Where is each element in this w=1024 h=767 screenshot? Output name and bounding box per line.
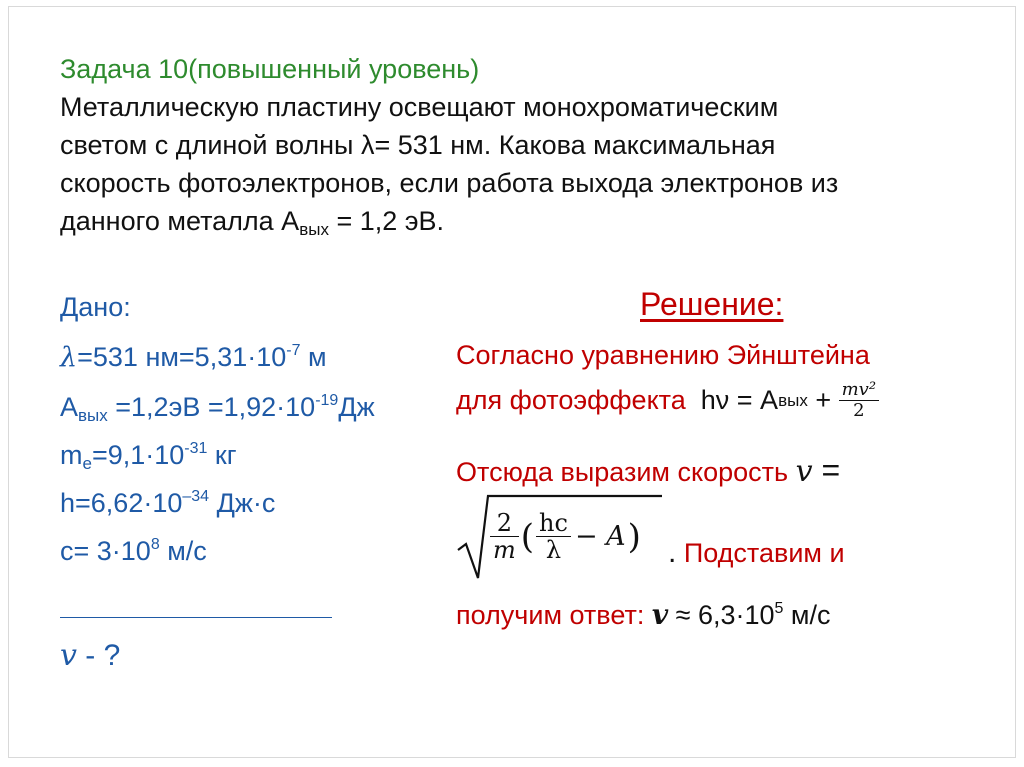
task-statement: [60, 50, 960, 240]
formula-plus: +: [807, 385, 839, 415]
solution-line-5: [456, 598, 831, 631]
task-line-1: Металлическую пластину освещают монохроматическим: [60, 92, 779, 122]
light-value: с= 3·10: [60, 536, 151, 566]
solution-line-2: для фотоэффекта hν = А вых + $\frac{\text{mv²}}{2}$: [456, 380, 879, 421]
given-unknown: [60, 638, 120, 673]
mass-unit: кг: [207, 440, 237, 470]
given-electron-mass: [60, 440, 237, 471]
light-exponent: 8: [150, 536, 160, 553]
work-exponent: -19: [315, 392, 339, 409]
given-heading: Дано:: [60, 292, 131, 322]
sqrt-expression: [456, 492, 676, 582]
task-line-3: скорость фотоэлектронов, если работа выхода электронов из: [60, 168, 839, 198]
task-line-4-suffix: = 1,2 эВ.: [328, 206, 445, 236]
answer-label: получим ответ:: [456, 600, 645, 630]
velocity-symbol: v: [795, 454, 813, 489]
minus-a-term: − A: [574, 521, 626, 552]
unknown-symbol: v: [60, 638, 77, 673]
fraction-numerator: mv²: [839, 380, 879, 401]
planck-exponent: –34: [182, 488, 210, 505]
given-planck: [60, 488, 275, 519]
answer-exponent: 5: [774, 600, 784, 617]
lambda-exponent: -7: [286, 342, 301, 359]
work-unit: Дж: [338, 392, 375, 422]
mass-symbol: m: [60, 440, 83, 470]
formula-left: hν = А: [685, 385, 779, 415]
solution-heading: Решение:: [640, 286, 784, 322]
given-wavelength: [60, 342, 327, 373]
solution-line-1: Согласно уравнению Эйнштейна: [456, 340, 870, 370]
kinetic-energy-fraction: [839, 380, 879, 421]
light-unit: м/с: [159, 536, 207, 566]
unknown-text: - ?: [76, 639, 121, 672]
planck-value: h=6,62·10: [60, 488, 183, 518]
solution-line-3-text: Отсюда выразим скорость: [456, 457, 796, 487]
work-symbol: А: [60, 392, 79, 422]
equals-sign: =: [812, 452, 841, 488]
work-sub: вых: [78, 406, 108, 425]
close-paren: ): [627, 516, 641, 557]
task-line-4: [60, 202, 960, 240]
solution-line-3: [456, 452, 840, 489]
answer-velocity-symbol: v: [651, 598, 669, 631]
lambda-unit: м: [300, 342, 327, 372]
hc-numerator: hc: [536, 510, 571, 537]
task-line-2: светом с длиной волны λ= 531 нм. Какова максимальная: [60, 130, 776, 160]
given-light-speed: [60, 536, 207, 567]
hc-over-lambda-fraction: [536, 510, 571, 563]
lambda-denominator: λ: [545, 536, 562, 564]
answer-value: ≈ 6,3·10: [668, 600, 775, 630]
mass-value: =9,1·10: [91, 440, 185, 470]
sqrt-trailing-dot: .: [668, 536, 677, 569]
planck-unit: Дж·с: [209, 488, 276, 518]
m-denominator: m: [493, 536, 516, 564]
given-divider: [60, 617, 332, 618]
open-paren: (: [520, 516, 535, 557]
solution-line-2-text: для фотоэффекта: [456, 385, 686, 415]
work-value: =1,2эВ =1,92·10: [107, 392, 316, 422]
fraction-denominator: 2: [853, 400, 865, 421]
lambda-symbol: λ: [60, 342, 78, 373]
two-numerator: 2: [490, 510, 519, 537]
sqrt-content: [490, 510, 643, 563]
task-title: Задача 10(повышенный уровень): [60, 54, 480, 84]
mass-exponent: -31: [184, 440, 208, 457]
solution-line-4-text: Подставим и: [676, 538, 845, 568]
two-over-m-fraction: [490, 510, 519, 563]
lambda-value: =531 нм=5,31·10: [77, 342, 287, 372]
given-work-function: [60, 392, 375, 423]
task-line-4-prefix: данного металла А: [60, 206, 300, 236]
solution-line-4: [668, 536, 845, 570]
mass-sub: e: [82, 454, 92, 473]
answer-unit: м/с: [783, 600, 831, 630]
task-line-4-sub: вых: [299, 220, 329, 239]
